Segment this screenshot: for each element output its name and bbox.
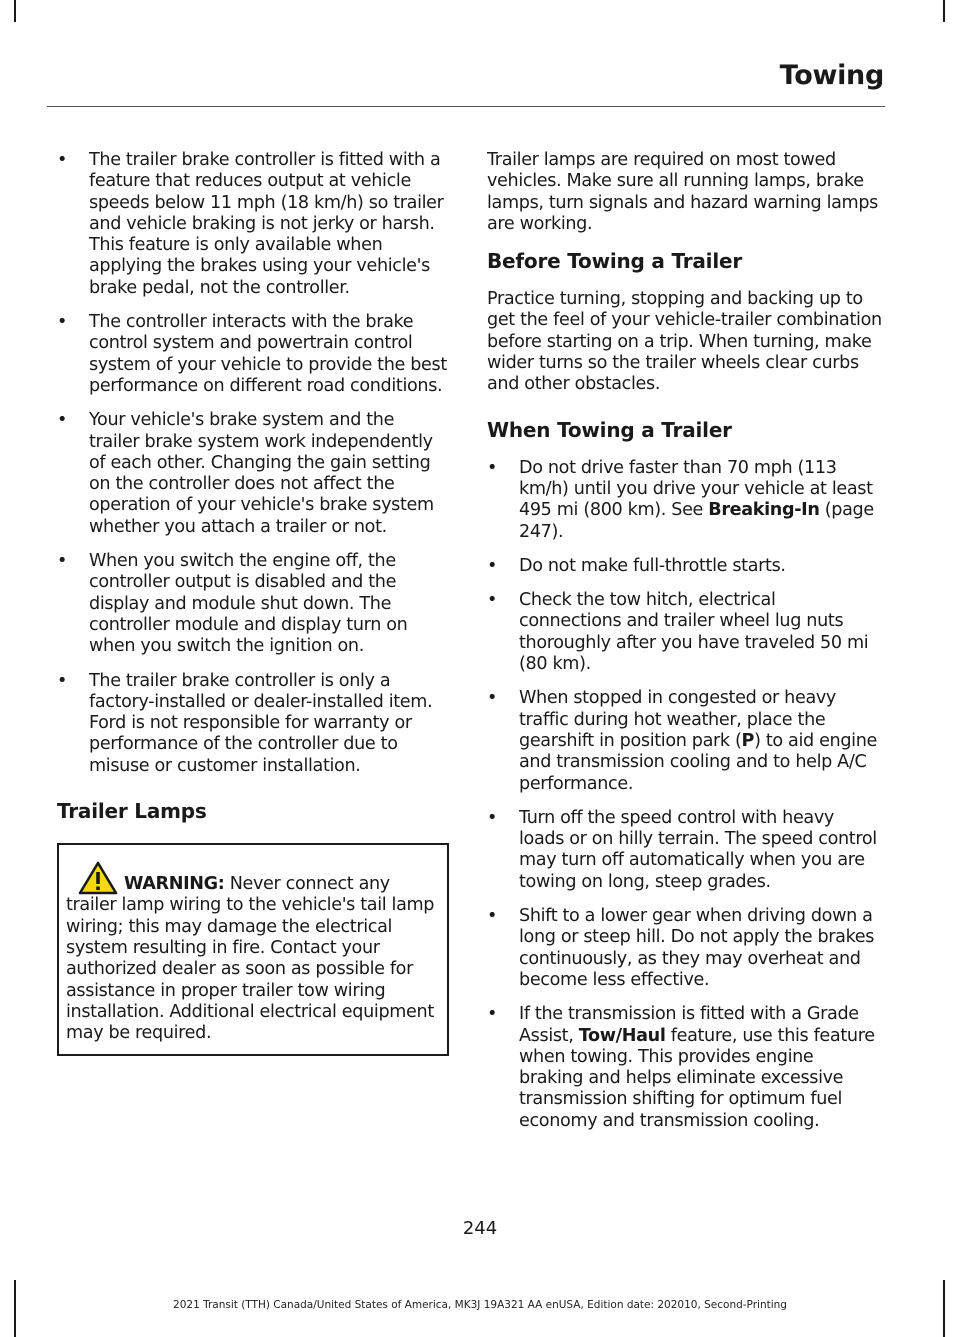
controller-bullet-list (57, 150, 449, 777)
bullet-icon: • (487, 906, 498, 927)
list-item: • Shift to a lower gear when driving down a long or steep hill. Do not apply the brakes continuously, as they may overheat and become less effective. (487, 906, 875, 990)
crop-mark-top-left (14, 0, 16, 22)
list-item: • Your vehicle's brake system and the trailer brake system work independently of each other. Changing the gain setting on the controller does not affect the operation of your vehicle's brake system whether you attach a trailer or not. (57, 410, 434, 537)
when-towing-heading: When Towing a Trailer (487, 417, 732, 442)
header-rule (47, 106, 885, 107)
right-column (487, 150, 882, 1145)
breaking-in-link[interactable]: Breaking-In (708, 500, 820, 521)
left-column (57, 150, 449, 1056)
bullet-icon: • (487, 1004, 498, 1025)
bullet-icon: • (57, 551, 68, 572)
crop-mark-top-right (943, 0, 945, 22)
list-item: • The trailer brake controller is only a factory-installed or dealer-installed item. Ford is not responsible for warranty or performance of the controller due to misuse or customer installation. (57, 670, 433, 776)
list-item: • When you switch the engine off, the controller output is disabled and the display and module shut down. The controller module and display turn on when you switch the ignition on. (57, 551, 408, 657)
warning-label: WARNING: (124, 874, 225, 895)
bullet-icon: • (57, 312, 68, 333)
page-number: 244 (462, 1218, 498, 1239)
list-item: • When stopped in congested or heavy traffic during hot weather, place the gearshift in position park (P) to aid engine and transmission cooling and to help A/C performance. (487, 688, 877, 794)
list-item: • Check the tow hitch, electrical connections and trailer wheel lug nuts thoroughly after you have traveled 50 mi (80 km). (487, 590, 869, 675)
list-item: • The trailer brake controller is fitted with a feature that reduces output at vehicle speeds below 11 mph (18 km/h) so trailer and vehicle braking is not jerky or harsh. This feature is only available when applying the brakes using your vehicle's brake pedal, not the controller. (57, 150, 444, 298)
bullet-icon: • (487, 807, 498, 828)
bullet-icon: • (487, 590, 498, 611)
list-item: • Do not make full-throttle starts. (487, 555, 786, 576)
bullet-icon: • (57, 150, 68, 170)
bullet-icon: • (487, 555, 498, 576)
list-item: • If the transmission is fitted with a Grade Assist, Tow/Haul feature, use this feature when towing. This provides engine braking and helps eliminate excessive transmission shifting for optimum fuel economy and transmission cooling. (487, 1004, 875, 1131)
list-item: • The controller interacts with the brake control system and powertrain control system of your vehicle to provide the best performance on different road conditions. (57, 312, 447, 396)
bullet-icon: • (57, 670, 68, 691)
towing-bullet-list (487, 458, 882, 1132)
trailer-lamps-heading: Trailer Lamps (57, 799, 207, 824)
warning-triangle-icon (78, 861, 118, 895)
warning-text: Never connect any trailer lamp wiring to the vehicle's tail lamp wiring; this may damage the electrical system resulting in fire. Contact your authorized dealer as soon as possible for assistance in proper trailer tow wiring installation. Additional electrical equipment may be required. (66, 874, 435, 1044)
edition-footer: 2021 Transit (TTH) Canada/United States of America, MK3J 19A321 AA enUSA, Edition date: 202010, Second-Printing (173, 1299, 787, 1311)
trailer-lamps-intro: Trailer lamps are required on most towed vehicles. Make sure all running lamps, brake lamps, turn signals and hazard warning lamps are working. (487, 150, 878, 234)
before-towing-heading: Before Towing a Trailer (487, 249, 743, 274)
list-item: • Turn off the speed control with heavy loads or on hilly terrain. The speed control may turn off automatically when you are towing on long, steep grades. (487, 807, 877, 892)
bullet-icon: • (487, 688, 498, 709)
bullet-icon: • (487, 457, 498, 478)
crop-mark-bottom-left-h (14, 1280, 16, 1282)
warning-box (57, 843, 449, 1056)
bullet-icon: • (57, 410, 68, 431)
list-item: • Do not drive faster than 70 mph (113 km/h) until you drive your vehicle at least 495 mi (800 km). See Breaking-In (page 247). (487, 457, 874, 542)
before-towing-text: Practice turning, stopping and backing up to get the feel of your vehicle-trailer combination before starting on a trip. When turning, make wider turns so the trailer wheels clear curbs and other obstacles. (487, 289, 882, 395)
page-title: Towing (779, 60, 884, 91)
